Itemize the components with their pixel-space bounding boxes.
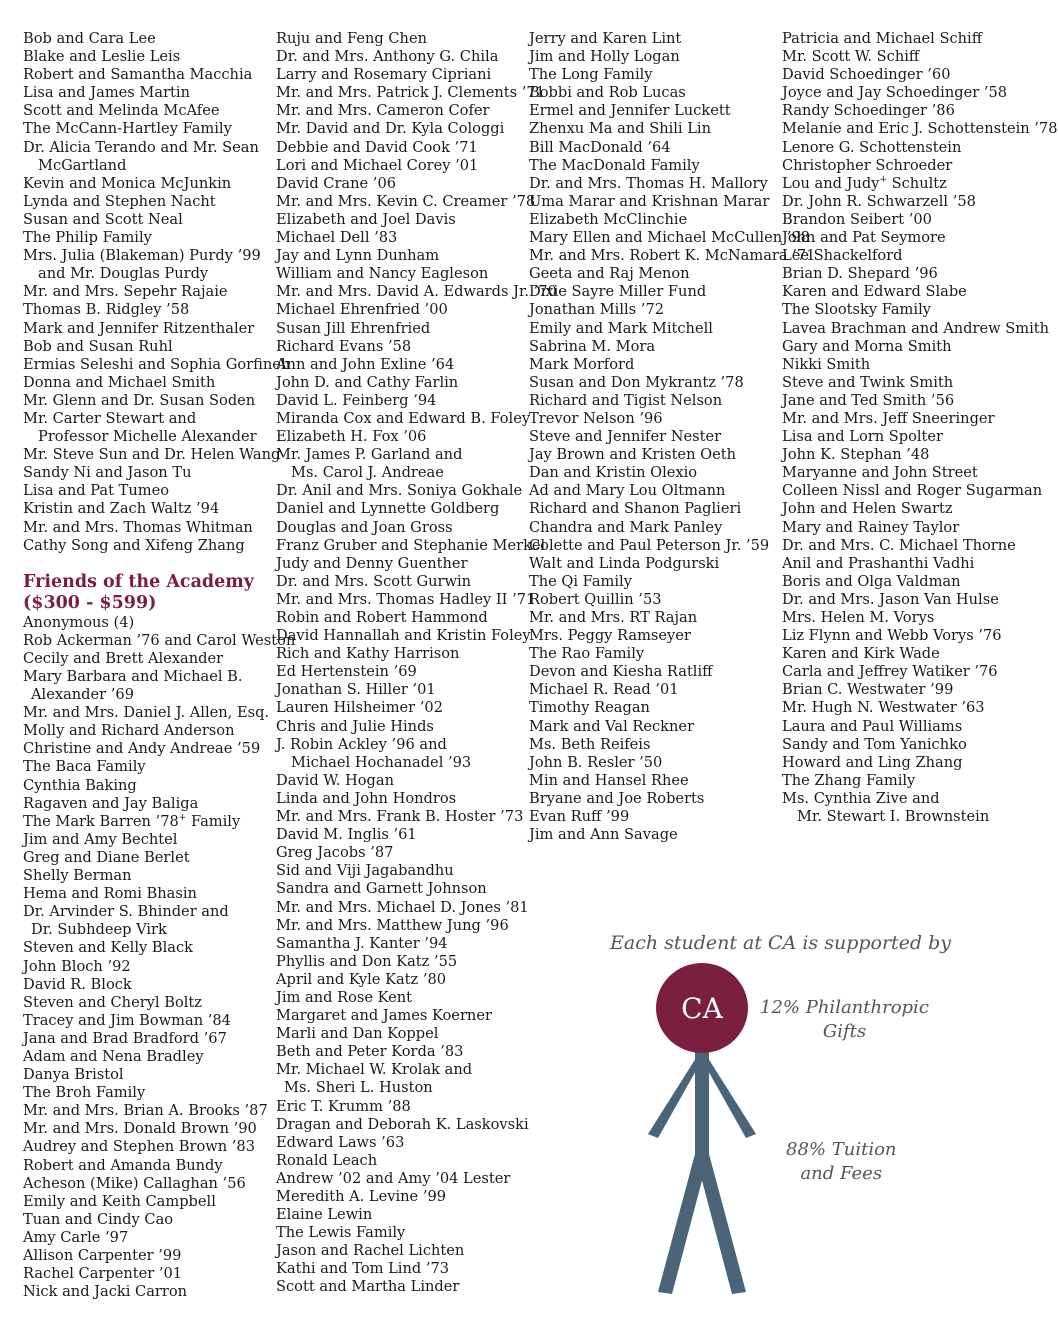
donor-name: William and Nancy Eagleson xyxy=(276,265,489,283)
donor-name: Edward Laws ’63 xyxy=(276,1133,405,1151)
donor-name: Ms. Carol J. Andreae xyxy=(291,464,444,482)
donor-list-3 xyxy=(529,30,816,844)
donor-name: Mrs. Julia (Blakeman) Purdy ’99 xyxy=(23,247,261,265)
donor-name: Mr. Scott W. Schiff xyxy=(782,48,920,66)
figure-left-arm xyxy=(648,1058,702,1138)
donor-name: Emily and Keith Campbell xyxy=(23,1192,216,1210)
donor-name: Robert Quillin ’53 xyxy=(529,590,662,608)
donor-name: David Crane ’06 xyxy=(276,174,397,192)
donor-name: and Mr. Douglas Purdy xyxy=(38,265,209,283)
donor-name: Walt and Linda Podgurski xyxy=(529,554,720,572)
donor-name: Christopher Schroeder xyxy=(782,156,953,174)
donor-name: Beth and Peter Korda ’83 xyxy=(276,1043,464,1061)
donor-name: Dr. and Mrs. C. Michael Thorne xyxy=(782,536,1016,554)
donor-name: Ms. Cynthia Zive and xyxy=(782,789,940,807)
donor-list-2 xyxy=(276,30,557,1297)
donor-name: Mary Barbara and Michael B. xyxy=(23,668,243,685)
donor-name: Maryanne and John Street xyxy=(782,464,978,482)
donor-name: Mrs. Helen M. Vorys xyxy=(782,609,935,626)
donor-name: Dr. Alicia Terando and Mr. Sean xyxy=(23,138,259,156)
donor-name: Liz Flynn and Webb Vorys ’76 xyxy=(782,627,1002,645)
figure-body xyxy=(648,1046,756,1294)
donor-name: Boris and Olga Valdman xyxy=(782,572,961,590)
donor-name: Steven and Kelly Black xyxy=(23,939,193,957)
figure-right-arm xyxy=(702,1058,756,1138)
donor-name: Ms. Beth Reifeis xyxy=(529,735,651,753)
donor-name: Patricia and Michael Schiff xyxy=(782,30,983,47)
donor-name: Sandy and Tom Yanichko xyxy=(782,735,967,753)
donor-name: Greg and Diane Berlet xyxy=(23,848,190,866)
donor-name: Mr. David and Dr. Kyla Cologgi xyxy=(276,120,505,138)
tuition-label-line2: and Fees xyxy=(800,1163,883,1184)
donor-name: Emily and Mark Mitchell xyxy=(529,319,713,337)
donor-name: Sandra and Garnett Johnson xyxy=(276,880,487,898)
donor-name: Blake and Leslie Leis xyxy=(23,48,181,66)
donor-name: Michael Hochanadel ’93 xyxy=(291,753,472,771)
donor-name: Dr. Arvinder S. Bhinder and xyxy=(23,903,229,921)
donor-name: Jonathan Mills ’72 xyxy=(529,301,665,319)
donor-name: Eric T. Krumm ’88 xyxy=(276,1097,411,1115)
donor-name: Min and Hansel Rhee xyxy=(529,771,689,789)
stick-figure xyxy=(600,928,920,1308)
donor-name: John B. Resler ’50 xyxy=(529,753,663,771)
philanthropy-label-line2: Gifts xyxy=(822,1021,867,1042)
donor-name: Richard and Tigist Nelson xyxy=(529,391,723,409)
donor-name: Ed Hertenstein ’69 xyxy=(276,663,417,681)
donor-name: Jim and Holly Logan xyxy=(529,48,680,66)
donor-name: Timothy Reagan xyxy=(529,699,650,717)
donor-name: Susan and Scott Neal xyxy=(23,210,183,228)
donor-name: Steve and Jennifer Nester xyxy=(529,428,722,446)
donor-name: Sabrina M. Mora xyxy=(529,337,656,355)
section-heading: Friends of the Academy xyxy=(23,571,254,592)
donor-name: The Broh Family xyxy=(23,1084,146,1102)
donor-name: John and Helen Swartz xyxy=(782,500,953,518)
donor-name: Bob and Susan Ruhl xyxy=(23,337,173,355)
donor-column-2 xyxy=(276,30,557,1297)
donor-name: Jonathan S. Hiller ’01 xyxy=(276,681,436,699)
donor-name: Larry and Rosemary Cipriani xyxy=(276,66,492,84)
donor-name: Mr. and Mrs. Daniel J. Allen, Esq. xyxy=(23,704,270,722)
donor-name: Elizabeth and Joel Davis xyxy=(276,210,456,228)
donor-name: Allison Carpenter ’99 xyxy=(23,1247,182,1264)
donor-name: Brian C. Westwater ’99 xyxy=(782,681,954,699)
donor-name: Mr. Stewart I. Brownstein xyxy=(797,808,990,826)
donor-name: The Mark Barren ’78+ Family xyxy=(23,812,241,830)
donor-name: Scott and Melinda McAfee xyxy=(23,102,220,120)
donor-name: Uma Marar and Krishnan Marar xyxy=(529,192,770,210)
donor-name: Mr. and Mrs. David A. Edwards Jr. ’70 xyxy=(276,283,557,301)
donor-name: Meredith A. Levine ’99 xyxy=(276,1188,447,1205)
donor-name: Robin and Robert Hammond xyxy=(276,609,488,626)
donor-name: John and Pat Seymore xyxy=(782,229,946,247)
donor-name: David L. Feinberg ’94 xyxy=(276,391,437,409)
donor-name: Jerry and Karen Lint xyxy=(529,30,682,47)
donor-name: Thomas B. Ridgley ’58 xyxy=(23,301,190,319)
donor-name: Lavea Brachman and Andrew Smith xyxy=(782,319,1050,337)
section-heading-range: ($300 - $599) xyxy=(23,592,157,613)
donor-name: Mr. and Mrs. Jeff Sneeringer xyxy=(782,409,995,427)
support-graphic xyxy=(600,928,952,1308)
donor-name: The Slootsky Family xyxy=(782,301,931,319)
philanthropy-label-line1: 12% Philanthropic xyxy=(760,997,929,1018)
donor-name: Robert and Samantha Macchia xyxy=(23,66,253,84)
donor-name: Lou and Judy+ Schultz xyxy=(782,174,947,192)
donor-name: David Schoedinger ’60 xyxy=(782,66,951,84)
donor-name: Mr. Hugh N. Westwater ’63 xyxy=(782,699,985,717)
donor-name: Mark and Val Reckner xyxy=(529,717,695,735)
tuition-label xyxy=(786,1138,897,1186)
donor-name: Nick and Jacki Carron xyxy=(23,1283,188,1301)
donor-name: Donna and Michael Smith xyxy=(23,373,216,391)
donor-name: Zhenxu Ma and Shili Lin xyxy=(529,120,712,138)
donor-name: Mr. James P. Garland and xyxy=(276,446,463,464)
donor-column-1 xyxy=(23,30,296,1301)
philanthropy-label xyxy=(760,996,929,1044)
donor-name: Lynda and Stephen Nacht xyxy=(23,192,216,210)
donor-name: Jason and Rachel Lichten xyxy=(276,1242,465,1260)
donor-name: Dr. and Mrs. Anthony G. Chila xyxy=(276,48,499,66)
donor-name: Susan Jill Ehrenfried xyxy=(276,319,431,337)
donor-name: Marli and Dan Koppel xyxy=(276,1025,439,1043)
donor-name: Dr. Anil and Mrs. Soniya Gokhale xyxy=(276,482,523,500)
donor-name: Mr. and Mrs. RT Rajan xyxy=(529,609,698,626)
donor-name: Gary and Morna Smith xyxy=(782,337,952,355)
donor-name: Dr. and Mrs. Thomas H. Mallory xyxy=(529,174,768,192)
donor-name: Adam and Nena Bradley xyxy=(23,1047,204,1065)
donor-name: Ad and Mary Lou Oltmann xyxy=(529,482,726,500)
donor-name: The Qi Family xyxy=(529,572,632,590)
donor-name: Bobbi and Rob Lucas xyxy=(529,84,686,102)
donor-name: Dr. and Mrs. Jason Van Hulse xyxy=(782,590,999,608)
donor-name: Mr. and Mrs. Kevin C. Creamer ’78 xyxy=(276,192,536,210)
donor-name: Mr. and Mrs. Donald Brown ’90 xyxy=(23,1120,257,1138)
donor-name: Mr. Carter Stewart and xyxy=(23,409,197,427)
donor-name: Margaret and James Koerner xyxy=(276,1007,492,1025)
donor-name: Richard and Shanon Paglieri xyxy=(529,500,742,518)
donor-name: Carla and Jeffrey Watiker ’76 xyxy=(782,663,998,681)
donor-name: Audrey and Stephen Brown ’83 xyxy=(23,1138,255,1156)
donor-name: Mr. Glenn and Dr. Susan Soden xyxy=(23,391,256,409)
donor-name: Douglas and Joan Gross xyxy=(276,518,453,536)
donor-name: Lee Shackelford xyxy=(782,247,903,265)
donor-name: Amy Carle ’97 xyxy=(23,1228,129,1246)
donor-name: Ms. Sheri L. Huston xyxy=(284,1079,433,1097)
donor-name: April and Kyle Katz ’80 xyxy=(276,970,447,988)
tuition-label-line1: 88% Tuition xyxy=(786,1139,897,1160)
donor-name: Bryane and Joe Roberts xyxy=(529,789,705,807)
donor-name: Devon and Kiesha Ratliff xyxy=(529,663,713,681)
donor-name: Dr. John R. Schwarzell ’58 xyxy=(782,192,976,210)
donor-name: Jay Brown and Kristen Oeth xyxy=(529,446,736,464)
donor-name: Dr. Subhdeep Virk xyxy=(31,921,167,939)
donor-name: Chandra and Mark Panley xyxy=(529,518,723,536)
donor-name: Brandon Seibert ’00 xyxy=(782,210,932,228)
donor-name: Dixie Sayre Miller Fund xyxy=(529,283,707,301)
donor-name: Mr. and Mrs. Patrick J. Clements ’71 xyxy=(276,84,545,102)
donor-name: Ragaven and Jay Baliga xyxy=(23,794,199,812)
donor-name: Dr. and Mrs. Scott Gurwin xyxy=(276,572,472,590)
figure-right-leg xyxy=(695,1154,746,1294)
donor-name: David Hannallah and Kristin Foley xyxy=(276,627,531,645)
donor-name: Mr. and Mrs. Michael D. Jones ’81 xyxy=(276,898,529,916)
donor-name: Scott and Martha Linder xyxy=(276,1278,460,1296)
donor-name: Mr. and Mrs. Sepehr Rajaie xyxy=(23,283,228,301)
donor-name: John Bloch ’92 xyxy=(23,957,131,975)
donor-name: Laura and Paul Williams xyxy=(782,717,963,735)
donor-name: Dan and Kristin Olexio xyxy=(529,464,698,482)
donor-name: Mr. and Mrs. Brian A. Brooks ’87 xyxy=(23,1102,268,1120)
donor-name: J. Robin Ackley ’96 and xyxy=(276,735,447,753)
donor-name: Mr. Michael W. Krolak and xyxy=(276,1061,473,1079)
donor-column-3 xyxy=(529,30,816,844)
donor-name: Lauren Hilsheimer ’02 xyxy=(276,699,443,717)
donor-name: Colleen Nissl and Roger Sugarman xyxy=(782,482,1043,500)
donor-list-1a xyxy=(23,30,291,555)
donor-name: Bob and Cara Lee xyxy=(23,30,156,47)
donor-name: Jim and Rose Kent xyxy=(276,988,413,1006)
donor-name: Danya Bristol xyxy=(23,1066,124,1084)
donor-name: Miranda Cox and Edward B. Foley xyxy=(276,409,531,427)
donor-name: Mr. and Mrs. Cameron Cofer xyxy=(276,102,490,120)
donor-name: Tracey and Jim Bowman ’84 xyxy=(23,1011,231,1029)
donor-name: Franz Gruber and Stephanie Merkel xyxy=(276,536,546,554)
donor-name: John K. Stephan ’48 xyxy=(782,446,930,464)
donor-name: Randy Schoedinger ’86 xyxy=(782,102,955,120)
donor-name: Rob Ackerman ’76 and Carol Weston xyxy=(23,631,296,649)
donor-name: Jane and Ted Smith ’56 xyxy=(782,391,955,409)
donor-name: Kristin and Zach Waltz ’94 xyxy=(23,500,220,518)
donor-name: Jana and Brad Bradford ’67 xyxy=(23,1029,227,1047)
donor-name: Michael Dell ’83 xyxy=(276,229,398,247)
donor-name: Rachel Carpenter ’01 xyxy=(23,1265,183,1283)
donor-name: Debbie and David Cook ’71 xyxy=(276,138,478,156)
donor-name: Mr. and Mrs. Frank B. Hoster ’73 xyxy=(276,808,524,826)
donor-name: Howard and Ling Zhang xyxy=(782,753,963,771)
donor-name: Robert and Amanda Bundy xyxy=(23,1156,223,1174)
donor-name: Greg Jacobs ’87 xyxy=(276,844,394,862)
donor-name: Colette and Paul Peterson Jr. ’59 xyxy=(529,536,770,554)
donor-name: Michael Ehrenfried ’00 xyxy=(276,301,448,319)
donor-list-1b xyxy=(23,613,296,1302)
donor-name: Judy and Denny Guenther xyxy=(276,554,468,572)
donor-name: Kevin and Monica McJunkin xyxy=(23,174,232,192)
donor-name: Lisa and Pat Tumeo xyxy=(23,482,170,500)
donor-name: Steven and Cheryl Boltz xyxy=(23,993,202,1011)
donor-name: Professor Michelle Alexander xyxy=(38,428,257,446)
donor-name: Jim and Ann Savage xyxy=(529,826,678,844)
donor-list-4 xyxy=(782,30,1058,826)
donor-name: Samantha J. Kanter ’94 xyxy=(276,934,448,952)
donor-name: Lori and Michael Corey ’01 xyxy=(276,156,479,174)
donor-name: Ann and John Exline ’64 xyxy=(276,355,455,373)
donor-name: Joyce and Jay Schoedinger ’58 xyxy=(782,84,1008,102)
donor-name: Jim and Amy Bechtel xyxy=(23,830,178,848)
donor-name: Acheson (Mike) Callaghan ’56 xyxy=(23,1174,246,1192)
donor-name: The Lewis Family xyxy=(276,1224,406,1242)
donor-name: Mrs. Peggy Ramseyer xyxy=(529,627,691,645)
donor-name: Lenore G. Schottenstein xyxy=(782,138,962,156)
donor-name: Richard Evans ’58 xyxy=(276,337,412,355)
donor-name: The McCann-Hartley Family xyxy=(23,120,232,138)
graphic-title: Each student at CA is supported by xyxy=(610,932,952,954)
donor-name: Lisa and Lorn Spolter xyxy=(782,428,944,446)
donor-name: Mark Morford xyxy=(529,355,635,373)
donor-name: Phyllis and Don Katz ’55 xyxy=(276,952,458,970)
donor-name: David W. Hogan xyxy=(276,771,394,789)
donor-name: Susan and Don Mykrantz ’78 xyxy=(529,373,744,391)
donor-name: Mr. and Mrs. Thomas Hadley II ’71 xyxy=(276,590,536,608)
donor-name: John D. and Cathy Farlin xyxy=(276,373,459,391)
donor-name: Trevor Nelson ’96 xyxy=(529,409,663,427)
donor-name: Elaine Lewin xyxy=(276,1206,373,1224)
donor-name: Ermel and Jennifer Luckett xyxy=(529,102,731,120)
donor-name: Lisa and James Martin xyxy=(23,84,190,102)
donor-name: Hema and Romi Bhasin xyxy=(23,885,197,903)
donor-name: The Long Family xyxy=(529,66,653,84)
donor-name: Mr. and Mrs. Matthew Jung ’96 xyxy=(276,916,509,934)
donor-name: Sid and Viji Jagabandhu xyxy=(276,862,454,880)
donor-name: Karen and Kirk Wade xyxy=(782,645,940,663)
donor-name: Elizabeth McClinchie xyxy=(529,210,688,228)
donor-name: Rich and Kathy Harrison xyxy=(276,645,460,663)
donor-name: Michael R. Read ’01 xyxy=(529,681,679,699)
donor-name: Linda and John Hondros xyxy=(276,789,457,807)
ca-logo-text: CA xyxy=(681,992,723,1025)
donor-name: David R. Block xyxy=(23,975,132,993)
donor-name: Melanie and Eric J. Schottenstein ’78 xyxy=(782,120,1058,138)
donor-name: The Baca Family xyxy=(23,758,146,776)
donor-name: Ronald Leach xyxy=(276,1151,378,1169)
donor-name: Bill MacDonald ’64 xyxy=(529,138,671,156)
donor-name: Karen and Edward Slabe xyxy=(782,283,967,301)
donor-name: Dragan and Deborah K. Laskovski xyxy=(276,1115,529,1133)
donor-name: The Rao Family xyxy=(529,645,645,663)
donor-name: Kathi and Tom Lind ’73 xyxy=(276,1260,450,1278)
donor-name: Tuan and Cindy Cao xyxy=(23,1210,174,1228)
donor-name: Mark and Jennifer Ritzenthaler xyxy=(23,319,255,337)
donor-name: Steve and Twink Smith xyxy=(782,373,954,391)
donor-name: Anonymous (4) xyxy=(23,613,135,631)
donor-name: Mr. Steve Sun and Dr. Helen Wang xyxy=(23,446,281,464)
donor-name: Ruju and Feng Chen xyxy=(276,30,427,47)
donor-name: Geeta and Raj Menon xyxy=(529,265,690,283)
donor-name: Andrew ’02 and Amy ’04 Lester xyxy=(276,1169,511,1187)
donor-name: The Zhang Family xyxy=(782,771,916,789)
donor-name: David M. Inglis ’61 xyxy=(276,826,417,844)
donor-name: Sandy Ni and Jason Tu xyxy=(23,464,192,482)
donor-name: Shelly Berman xyxy=(23,867,132,885)
donor-name: Evan Ruff ’99 xyxy=(529,808,630,826)
donor-name: Mr. and Mrs. Robert K. McNamara ’71 xyxy=(529,247,816,265)
donor-name: McGartland xyxy=(38,156,127,174)
donor-name: Jay and Lynn Dunham xyxy=(276,247,440,265)
donor-name: Nikki Smith xyxy=(782,355,871,373)
donor-name: The MacDonald Family xyxy=(529,156,700,174)
donor-name: Brian D. Shepard ’96 xyxy=(782,265,938,283)
donor-name: Elizabeth H. Fox ’06 xyxy=(276,428,427,446)
donor-name: Cathy Song and Xifeng Zhang xyxy=(23,536,245,554)
donor-name: Anil and Prashanthi Vadhi xyxy=(782,554,975,572)
donor-name: Molly and Richard Anderson xyxy=(23,722,235,740)
donor-name: Cynthia Baking xyxy=(23,776,137,794)
donor-name: Cecily and Brett Alexander xyxy=(23,649,224,667)
donor-name: Christine and Andy Andreae ’59 xyxy=(23,740,261,758)
donor-name: Mary and Rainey Taylor xyxy=(782,518,960,536)
donor-name: Mr. and Mrs. Thomas Whitman xyxy=(23,518,253,536)
donor-column-4 xyxy=(782,30,1058,826)
donor-name: The Philip Family xyxy=(23,229,152,247)
donor-name: Chris and Julie Hinds xyxy=(276,717,434,735)
donor-name: Daniel and Lynnette Goldberg xyxy=(276,500,500,518)
donor-name: Mary Ellen and Michael McCullen ’98 xyxy=(529,229,810,247)
donor-name: Alexander ’69 xyxy=(31,686,134,704)
donor-name: Ermias Seleshi and Sophia Gorfineh xyxy=(23,355,291,373)
